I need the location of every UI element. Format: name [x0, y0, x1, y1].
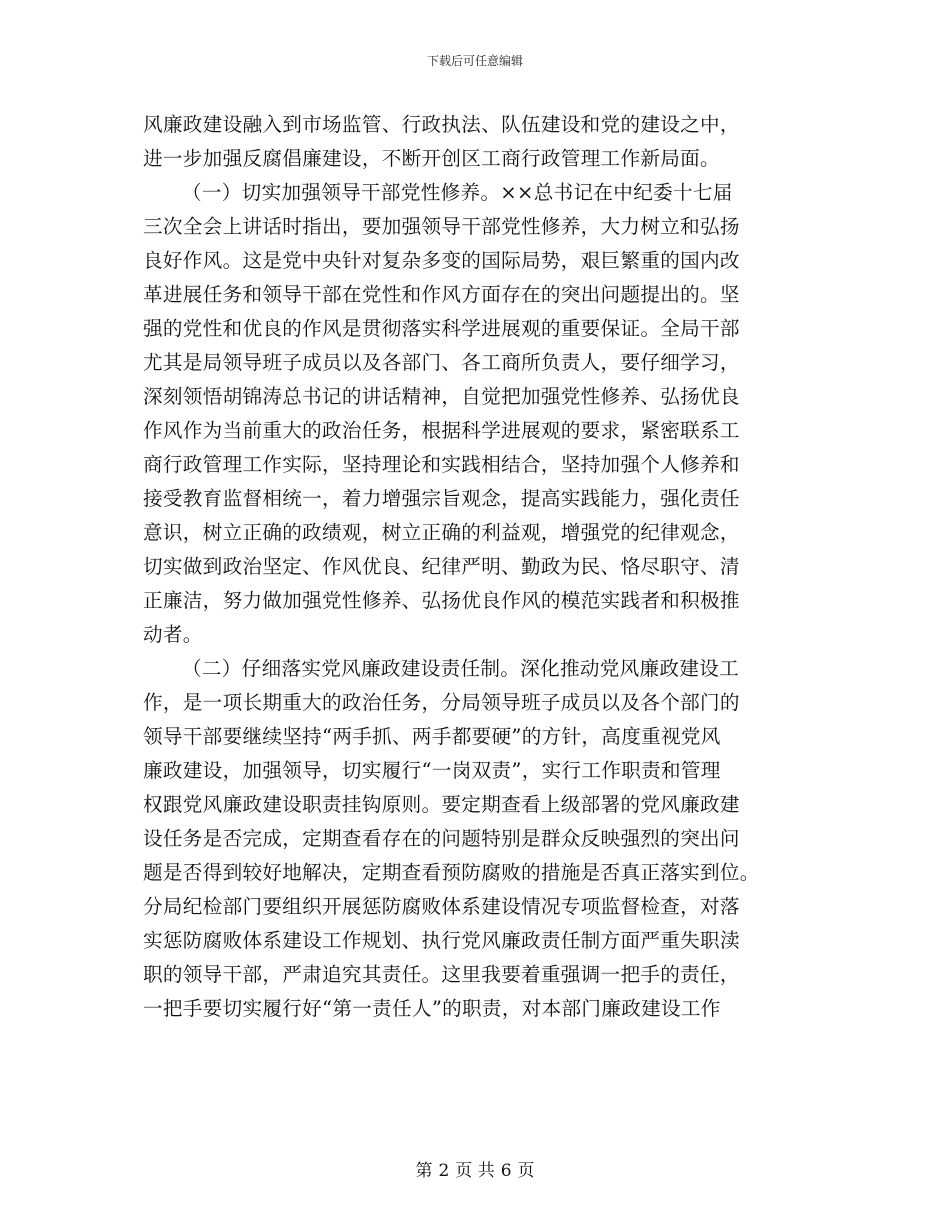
footer-suffix: 页 — [517, 1161, 535, 1181]
text-line: 接受教育监督相统一，着力增强宗旨观念，提高实践能力，强化责任 — [143, 487, 740, 510]
page-footer — [0, 1156, 950, 1181]
text-line: 强的党性和优良的作风是贯彻落实科学进展观的重要保证。全局干部 — [143, 317, 740, 340]
body-text — [143, 108, 815, 1026]
text-line: （一）切实加强领导干部党性修养。××总书记在中纪委十七届 — [182, 181, 733, 204]
text-line: 深刻领悟胡锦涛总书记的讲话精神，自觉把加强党性修养、弘扬优良 — [143, 385, 740, 408]
footer-middle: 页 共 — [455, 1161, 495, 1181]
text-line: 商行政管理工作实际，坚持理论和实践相结合，坚持加强个人修养和 — [143, 453, 740, 476]
text-line: 正廉洁，努力做加强党性修养、弘扬优良作风的模范实践者和积极推 — [143, 589, 740, 612]
text-line: 题是否得到较好地解决，定期查看预防腐败的措施是否真正落实到位。 — [143, 861, 760, 884]
text-line: 权跟党风廉政建设职责挂钩原则。要定期查看上级部署的党风廉政建 — [143, 793, 740, 816]
text-line: 意识，树立正确的政绩观，树立正确的利益观，增强党的纪律观念， — [143, 521, 740, 544]
text-line: 领导干部要继续坚持“两手抓、两手都要硬”的方针，高度重视党风 — [143, 725, 721, 748]
text-line: （二）仔细落实党风廉政建设责任制。深化推动党风廉政建设工 — [182, 657, 740, 680]
text-line: 切实做到政治坚定、作风优良、纪律严明、勤政为民、恪尽职守、清 — [143, 555, 740, 578]
footer-page-number: 2 — [438, 1161, 450, 1181]
text-line: 革进展任务和领导干部在党性和作风方面存在的突出问题提出的。坚 — [143, 283, 740, 306]
text-line: 作风作为当前重大的政治任务，根据科学进展观的要求，紧密联系工 — [143, 419, 740, 442]
text-line: 作，是一项长期重大的政治任务，分局领导班子成员以及各个部门的 — [143, 691, 740, 714]
text-line: 职的领导干部，严肃追究其责任。这里我要着重强调一把手的责任， — [143, 963, 740, 986]
text-line: 风廉政建设融入到市场监管、行政执法、队伍建设和党的建设之中， — [143, 113, 740, 136]
text-line: 良好作风。这是党中央针对复杂多变的国际局势，艰巨繁重的国内改 — [143, 249, 740, 272]
footer-total-pages: 6 — [500, 1161, 512, 1181]
text-line: 一把手要切实履行好“第一责任人”的职责，对本部门廉政建设工作 — [143, 997, 721, 1020]
text-line: 分局纪检部门要组织开展惩防腐败体系建设情况专项监督检查，对落 — [143, 895, 740, 918]
text-line: 三次全会上讲话时指出，要加强领导干部党性修养，大力树立和弘扬 — [143, 215, 740, 238]
text-line: 动者。 — [143, 623, 203, 646]
text-line: 设任务是否完成，定期查看存在的问题特别是群众反映强烈的突出问 — [143, 827, 740, 850]
header-note: 下载后可任意编辑 — [426, 54, 523, 68]
text-line: 廉政建设，加强领导，切实履行“一岗双责”，实行工作职责和管理 — [143, 759, 721, 782]
footer-prefix: 第 — [415, 1161, 433, 1181]
text-line: 进一步加强反腐倡廉建设，不断开创区工商行政管理工作新局面。 — [143, 147, 720, 170]
text-line: 尤其是局领导班子成员以及各部门、各工商所负责人，要仔细学习， — [143, 351, 740, 374]
text-line: 实惩防腐败体系建设工作规划、执行党风廉政责任制方面严重失职渎 — [143, 929, 740, 952]
